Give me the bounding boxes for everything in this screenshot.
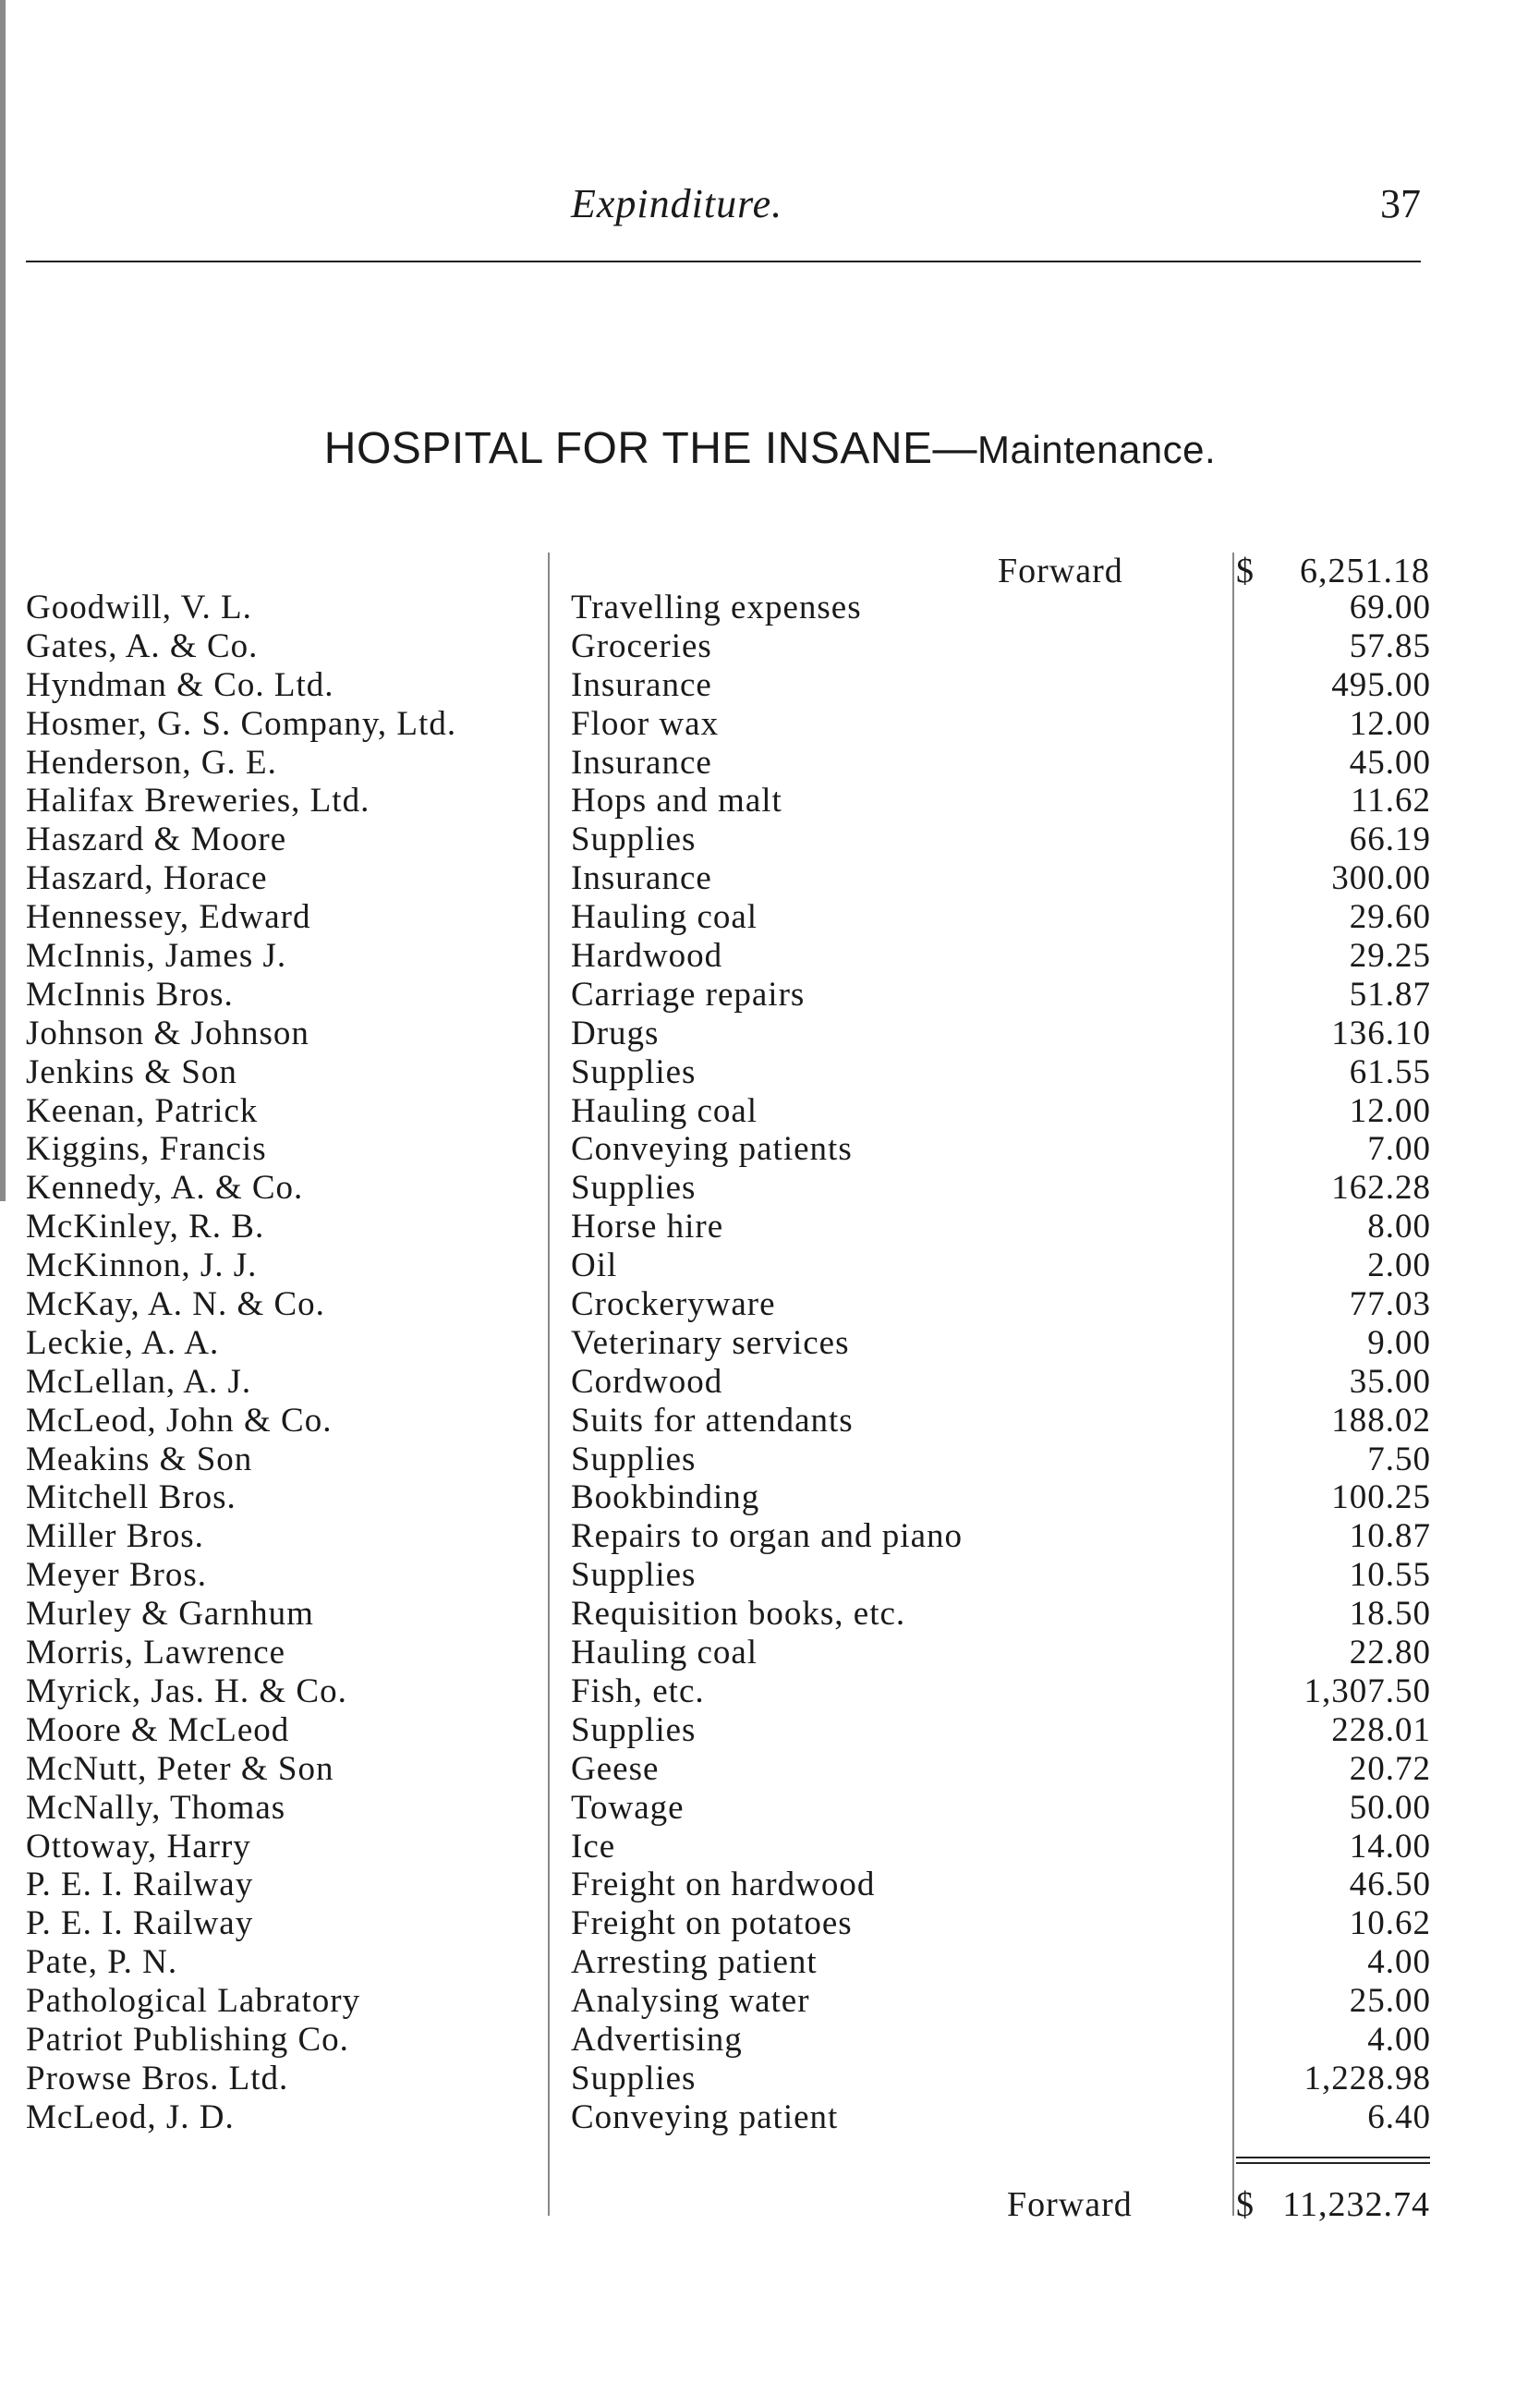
amount-cell: 136.10 — [1331, 1014, 1431, 1052]
ledger-row — [0, 1594, 1540, 1633]
forward-label-top: Forward — [998, 552, 1123, 590]
payee-cell: Henderson, G. E. — [26, 743, 277, 782]
payee-cell: Pate, P. N. — [26, 1943, 178, 1982]
purpose-cell: Groceries — [571, 626, 712, 665]
currency-sign: $ — [1236, 2185, 1255, 2224]
ledger-table — [0, 588, 1540, 2136]
purpose-cell: Supplies — [571, 1169, 697, 1208]
ledger-row — [0, 1052, 1540, 1091]
payee-cell: McInnis, James J. — [26, 937, 287, 976]
payee-cell: Kiggins, Francis — [26, 1130, 267, 1169]
amount-cell: 35.00 — [1349, 1362, 1431, 1401]
purpose-cell: Supplies — [571, 1556, 697, 1595]
payee-cell: McNally, Thomas — [26, 1788, 286, 1827]
header-rule — [26, 261, 1421, 262]
payee-cell: McKay, A. N. & Co. — [26, 1285, 325, 1324]
ledger-row — [0, 1129, 1540, 1168]
purpose-cell: Repairs to organ and piano — [571, 1517, 964, 1556]
ledger-row — [0, 1401, 1540, 1440]
amount-cell: 100.25 — [1331, 1478, 1431, 1517]
amount-cell: 495.00 — [1331, 665, 1431, 704]
purpose-cell: Conveying patient — [571, 2097, 839, 2136]
ledger-row — [0, 2020, 1540, 2059]
amount-cell: 18.50 — [1349, 1595, 1431, 1634]
ledger-row — [0, 1362, 1540, 1401]
ledger-row — [0, 665, 1540, 704]
amount-cell: 77.03 — [1349, 1285, 1431, 1324]
amount-cell: 7.00 — [1367, 1130, 1431, 1169]
purpose-cell: Veterinary services — [571, 1323, 850, 1362]
ledger-row — [0, 1091, 1540, 1130]
ledger-row — [0, 1942, 1540, 1981]
amount-cell: 46.50 — [1349, 1866, 1431, 1904]
payee-cell: McInnis Bros. — [26, 975, 234, 1014]
payee-cell: Prowse Bros. Ltd. — [26, 2059, 289, 2097]
amount-cell: 29.60 — [1349, 898, 1431, 937]
ledger-row — [0, 1207, 1540, 1246]
payee-cell: Kennedy, A. & Co. — [26, 1169, 304, 1208]
payee-cell: Pathological Labratory — [26, 1982, 361, 2021]
ledger-row — [0, 588, 1540, 626]
purpose-cell: Ice — [571, 1827, 616, 1866]
purpose-cell: Floor wax — [571, 704, 720, 743]
ledger-row — [0, 858, 1540, 897]
amount-cell: 8.00 — [1367, 1208, 1431, 1246]
amount-cell: 11.62 — [1351, 782, 1431, 821]
amount-cell: 12.00 — [1349, 704, 1431, 743]
payee-cell: Miller Bros. — [26, 1517, 204, 1556]
amount-cell: 1,307.50 — [1304, 1672, 1431, 1710]
purpose-cell: Freight on potatoes — [571, 1904, 853, 1943]
ledger-row — [0, 626, 1540, 665]
purpose-cell: Insurance — [571, 665, 712, 704]
payee-cell: McKinnon, J. J. — [26, 1246, 258, 1285]
amount-cell: 300.00 — [1331, 859, 1431, 898]
forward-amount-bottom-value: 11,232.74 — [1282, 2185, 1430, 2224]
payee-cell: Gates, A. & Co. — [26, 626, 259, 665]
payee-cell: Murley & Garnhum — [26, 1595, 314, 1634]
amount-cell: 162.28 — [1331, 1169, 1431, 1208]
payee-cell: Meakins & Son — [26, 1440, 253, 1478]
payee-cell: Myrick, Jas. H. & Co. — [26, 1672, 347, 1710]
ledger-row — [0, 1284, 1540, 1323]
running-head — [26, 180, 1421, 263]
amount-cell: 25.00 — [1349, 1982, 1431, 2021]
ledger-row — [0, 781, 1540, 820]
purpose-cell: Oil — [571, 1246, 618, 1285]
ledger-row — [0, 1788, 1540, 1827]
ledger-row — [0, 1981, 1540, 2020]
purpose-cell: Arresting patient — [571, 1943, 818, 1982]
purpose-cell: Cordwood — [571, 1362, 723, 1401]
payee-cell: Hennessey, Edward — [26, 898, 311, 937]
purpose-cell: Fish, etc. — [571, 1672, 705, 1710]
amount-cell: 12.00 — [1349, 1091, 1431, 1130]
payee-cell: Keenan, Patrick — [26, 1091, 259, 1130]
amount-cell: 20.72 — [1349, 1749, 1431, 1788]
purpose-cell: Bookbinding — [571, 1478, 760, 1517]
payee-cell: Johnson & Johnson — [26, 1014, 309, 1052]
amount-cell: 10.55 — [1349, 1556, 1431, 1595]
ledger-row — [0, 1516, 1540, 1555]
amount-cell: 66.19 — [1349, 821, 1431, 859]
running-head-title: Expinditure. — [571, 181, 783, 226]
amount-cell: 10.87 — [1349, 1517, 1431, 1556]
purpose-cell: Analysing water — [571, 1982, 810, 2021]
ledger-row — [0, 2097, 1540, 2136]
ledger-row — [0, 743, 1540, 782]
purpose-cell: Supplies — [571, 821, 697, 859]
amount-cell: 7.50 — [1367, 1440, 1431, 1478]
ledger-row — [0, 936, 1540, 975]
payee-cell: Hyndman & Co. Ltd. — [26, 665, 334, 704]
amount-cell: 51.87 — [1349, 975, 1431, 1014]
amount-cell: 29.25 — [1349, 937, 1431, 976]
amount-cell: 45.00 — [1349, 743, 1431, 782]
amount-cell: 188.02 — [1331, 1401, 1431, 1440]
section-heading-main: HOSPITAL FOR THE INSANE— — [323, 424, 978, 473]
payee-cell: Meyer Bros. — [26, 1556, 207, 1595]
amount-cell: 57.85 — [1349, 626, 1431, 665]
payee-cell: Jenkins & Son — [26, 1052, 237, 1091]
payee-cell: Morris, Lawrence — [26, 1634, 286, 1672]
payee-cell: McLellan, A. J. — [26, 1362, 252, 1401]
total-rule — [1236, 2157, 1430, 2158]
payee-cell: Leckie, A. A. — [26, 1323, 220, 1362]
page-number: 37 — [1380, 181, 1421, 226]
purpose-cell: Requisition books, etc. — [571, 1595, 906, 1634]
purpose-cell: Towage — [571, 1788, 685, 1827]
amount-cell: 9.00 — [1367, 1323, 1431, 1362]
total-rule-double — [1236, 2162, 1430, 2164]
ledger-row — [0, 820, 1540, 858]
purpose-cell: Geese — [571, 1749, 660, 1788]
section-heading-sub: Maintenance. — [977, 428, 1217, 471]
ledger-row — [0, 1168, 1540, 1207]
amount-cell: 228.01 — [1331, 1710, 1431, 1749]
ledger-row — [0, 1477, 1540, 1516]
ledger-row — [0, 1827, 1540, 1866]
payee-cell: Goodwill, V. L. — [26, 589, 252, 626]
purpose-cell: Suits for attendants — [571, 1401, 854, 1440]
payee-cell: P. E. I. Railway — [26, 1866, 254, 1904]
ledger-row — [0, 1323, 1540, 1362]
payee-cell: Halifax Breweries, Ltd. — [26, 782, 370, 821]
ledger-row — [0, 1672, 1540, 1710]
purpose-cell: Travelling expenses — [571, 589, 862, 626]
amount-cell: 10.62 — [1349, 1904, 1431, 1943]
ledger-row — [0, 1749, 1540, 1788]
purpose-cell: Freight on hardwood — [571, 1866, 876, 1904]
payee-cell: Hosmer, G. S. Company, Ltd. — [26, 704, 457, 743]
ledger-row — [0, 1014, 1540, 1052]
purpose-cell: Conveying patients — [571, 1130, 853, 1169]
ledger-row — [0, 704, 1540, 743]
section-heading — [0, 423, 1540, 474]
payee-cell: Patriot Publishing Co. — [26, 2020, 349, 2059]
payee-cell: McKinley, R. B. — [26, 1208, 265, 1246]
purpose-cell: Drugs — [571, 1014, 660, 1052]
amount-cell: 1,228.98 — [1304, 2059, 1431, 2097]
ledger-row — [0, 1246, 1540, 1284]
purpose-cell: Supplies — [571, 2059, 697, 2097]
amount-cell: 69.00 — [1349, 589, 1431, 626]
purpose-cell: Horse hire — [571, 1208, 724, 1246]
purpose-cell: Hauling coal — [571, 898, 758, 937]
ledger-row — [0, 2059, 1540, 2097]
forward-amount-top-value: 6,251.18 — [1300, 552, 1430, 590]
amount-cell: 50.00 — [1349, 1788, 1431, 1827]
forward-label-bottom: Forward — [1007, 2185, 1133, 2224]
purpose-cell: Crockeryware — [571, 1285, 776, 1324]
ledger-row — [0, 1710, 1540, 1749]
purpose-cell: Carriage repairs — [571, 975, 806, 1014]
purpose-cell: Supplies — [571, 1710, 697, 1749]
ledger-row — [0, 975, 1540, 1014]
payee-cell: Haszard, Horace — [26, 859, 268, 898]
purpose-cell: Hauling coal — [571, 1091, 758, 1130]
purpose-cell: Hardwood — [571, 937, 723, 976]
purpose-cell: Hops and malt — [571, 782, 782, 821]
payee-cell: McLeod, John & Co. — [26, 1401, 333, 1440]
payee-cell: P. E. I. Railway — [26, 1904, 254, 1943]
payee-cell: Haszard & Moore — [26, 821, 287, 859]
amount-cell: 6.40 — [1367, 2097, 1431, 2136]
ledger-row — [0, 1903, 1540, 1942]
payee-cell: Ottoway, Harry — [26, 1827, 251, 1866]
amount-cell: 4.00 — [1367, 2020, 1431, 2059]
ledger-row — [0, 1440, 1540, 1478]
amount-cell: 2.00 — [1367, 1246, 1431, 1285]
amount-cell: 61.55 — [1349, 1052, 1431, 1091]
purpose-cell: Supplies — [571, 1440, 697, 1478]
payee-cell: McLeod, J. D. — [26, 2097, 235, 2136]
ledger-row — [0, 897, 1540, 936]
payee-cell: Moore & McLeod — [26, 1710, 290, 1749]
purpose-cell: Insurance — [571, 743, 712, 782]
ledger-row — [0, 1555, 1540, 1594]
ledger-row — [0, 1865, 1540, 1903]
purpose-cell: Insurance — [571, 859, 712, 898]
currency-sign: $ — [1236, 552, 1255, 590]
purpose-cell: Advertising — [571, 2020, 743, 2059]
amount-cell: 14.00 — [1349, 1827, 1431, 1866]
purpose-cell: Hauling coal — [571, 1634, 758, 1672]
amount-cell: 4.00 — [1367, 1943, 1431, 1982]
amount-cell: 22.80 — [1349, 1634, 1431, 1672]
purpose-cell: Supplies — [571, 1052, 697, 1091]
ledger-row — [0, 1633, 1540, 1672]
payee-cell: Mitchell Bros. — [26, 1478, 236, 1517]
payee-cell: McNutt, Peter & Son — [26, 1749, 334, 1788]
